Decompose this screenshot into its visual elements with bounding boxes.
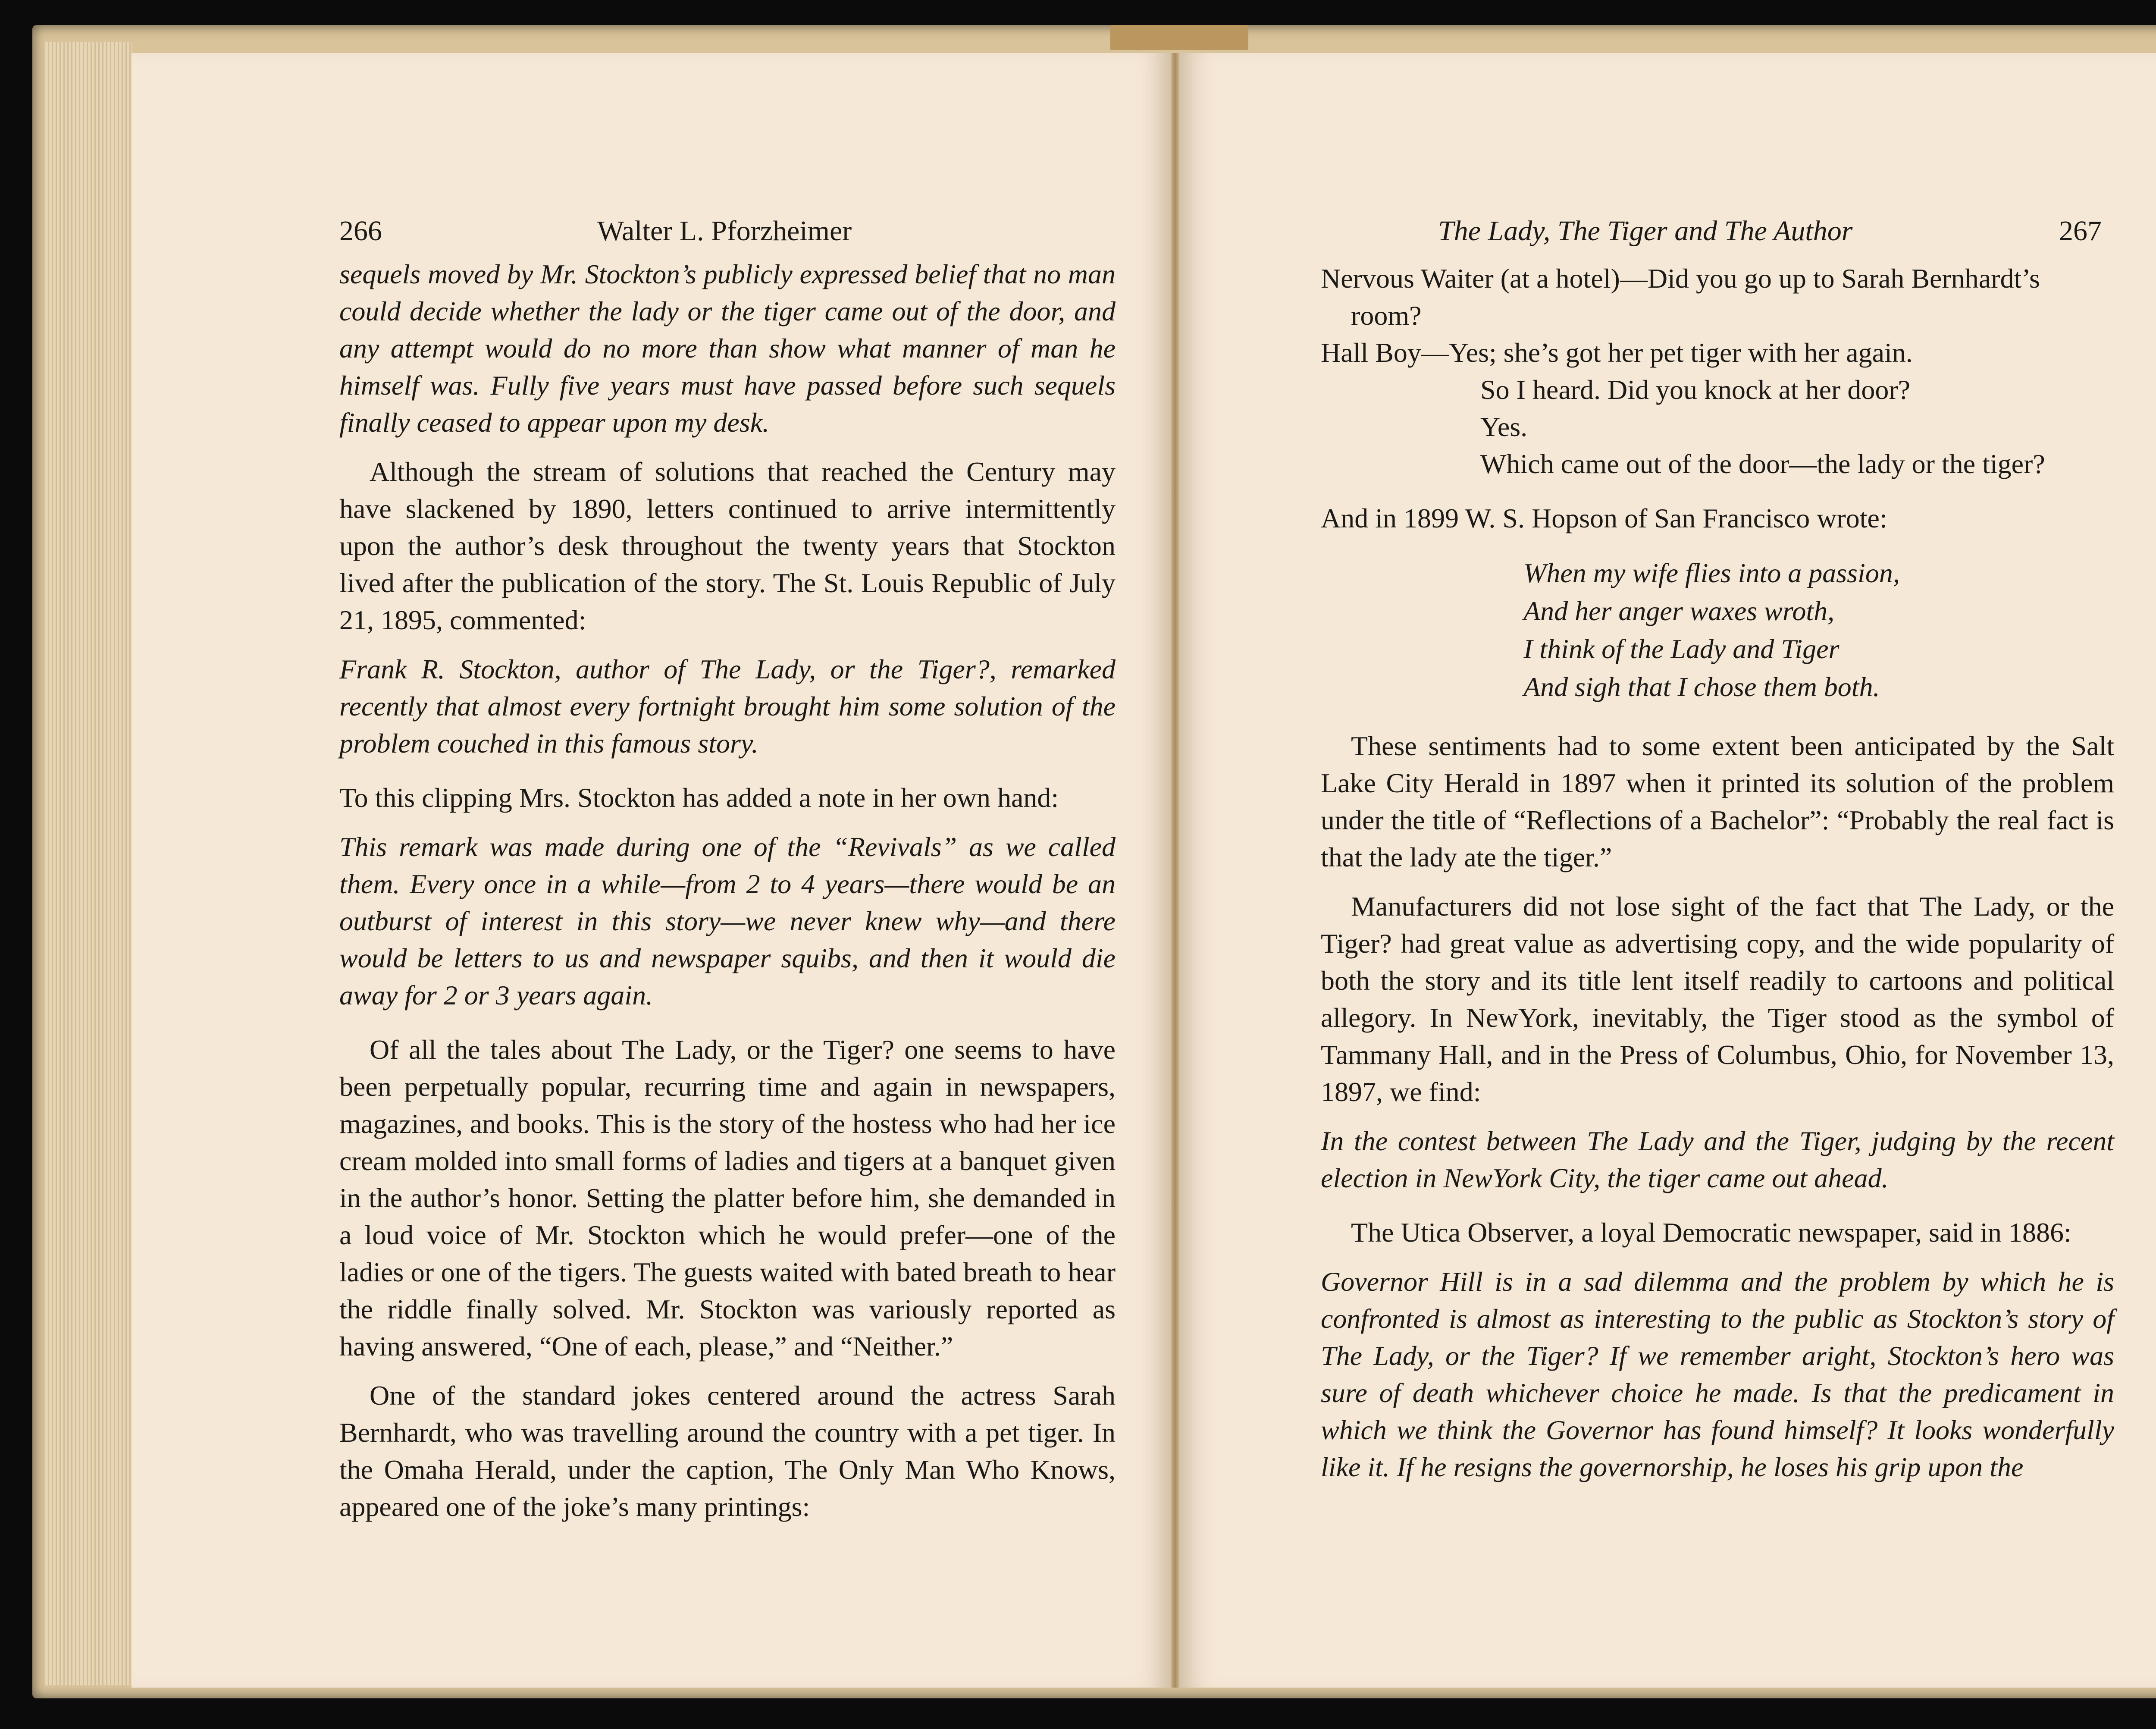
verse-line: When my wife flies into a passion, — [1523, 558, 1900, 588]
paragraph: These sentiments had to some extent been anticipated by the Salt Lake City Herald in 1897 when it printed its solution of the problem under the title of “Reflections of a Bachelor”: “Probably the real fact is that the lady ate the tiger.” — [1321, 731, 2114, 872]
paragraph: To this clipping Mrs. Stockton has added a note in her own hand: — [339, 782, 1059, 813]
left-page-body — [339, 256, 1116, 1538]
book-spine-top — [1110, 25, 1248, 50]
running-head-right: The Lady, The Tiger and The Author — [1438, 215, 1853, 247]
paragraph: sequels moved by Mr. Stockton’s publicly expressed belief that no man could decide whether the lady or the tiger came out of the door, and any attempt would do no more than show what manner of man he himself was. Fully five years must have passed before such sequels finally ceased to appear upon my desk. — [339, 259, 1116, 438]
handwritten-note-quote: This remark was made during one of the “Revivals” as we called them. Every once in a while—from 2 to 4 years—there would be an outburst of interest in this story—we never knew why—and there would be letters to us and newspaper squibs, and then it would die away for 2 or 3 years again. — [339, 832, 1116, 1010]
paragraph: Manufacturers did not lose sight of the fact that The Lady, or the Tiger? had great value as advertising copy, and the wide popularity of both the story and its title lent itself readily to cartoons and political allegory. In NewYork, inevitably, the Tiger stood as the symbol of Tammany Hall, and in the Press of Columbus, Ohio, for November 13, 1897, we find: — [1321, 891, 2114, 1107]
right-page — [1179, 53, 2156, 1688]
left-page — [132, 53, 1171, 1688]
dialogue-line: Nervous Waiter (at a hotel)—Did you go up to Sarah Bernhardt’s — [1321, 263, 2040, 294]
running-head-left: Walter L. Pforzheimer — [597, 215, 852, 247]
paragraph: One of the standard jokes centered around the actress Sarah Bernhardt, who was travelling around the country with a pet tiger. In the Omaha Herald, under the caption, The Only Man Who Knows, appeared one of the joke’s many printings: — [339, 1380, 1116, 1522]
paragraph: Although the stream of solutions that reached the Century may have slackened by 1890, letters continued to arrive intermittently upon the author’s desk throughout the twenty years that Stockton lived after the publication of the story. The St. Louis Republic of July 21, 1895, commented: — [339, 456, 1116, 635]
paragraph: The Utica Observer, a loyal Democratic newspaper, said in 1886: — [1351, 1217, 2071, 1248]
dialogue-line: Yes. — [1480, 411, 1528, 442]
joke-dialogue — [1321, 260, 2114, 483]
verse-line: And her anger waxes wroth, — [1523, 596, 1835, 626]
quoted-clipping: Governor Hill is in a sad dilemma and the problem by which he is confronted is almost as interesting to the public as Stockton’s story of The Lady, or the Tiger? If we remember aright, Stockton’s hero was sure of death whichever choice he made. Is that the predicament in which we think the Governor has found himself? It looks wonderfully like it. If he resigns the governorship, he loses his grip upon the — [1321, 1266, 2114, 1482]
verse — [1523, 554, 2114, 706]
quoted-clipping: Frank R. Stockton, author of The Lady, or the Tiger?, remarked recently that almost every fortnight brought him some solution of the problem couched in this famous story. — [339, 654, 1116, 759]
page-number-right: 267 — [2059, 215, 2102, 247]
open-book — [32, 25, 2156, 1698]
dialogue-line: Which came out of the door—the lady or the tiger? — [1480, 449, 2045, 479]
quoted-clipping: In the contest between The Lady and the Tiger, judging by the recent election in NewYork City, the tiger came out ahead. — [1321, 1126, 2114, 1193]
verse-line: And sigh that I chose them both. — [1523, 672, 1880, 702]
page-edges-left — [45, 42, 132, 1685]
page-number-left: 266 — [339, 215, 382, 247]
paragraph: Of all the tales about The Lady, or the Tiger? one seems to have been perpetually popular, recurring time and again in newspapers, magazines, and books. This is the story of the hostess who had her ice cream molded into small forms of ladies and tigers at a banquet given in the author’s honor. Setting the platter before him, she demanded in a loud voice of Mr. Stockton which he would prefer—one of the ladies or one of the tigers. The guests waited with bated breath to hear the riddle finally solved. Mr. Stockton was variously reported as having answered, “One of each, please,” and “Neither.” — [339, 1034, 1116, 1362]
paragraph: And in 1899 W. S. Hopson of San Francisco wrote: — [1321, 503, 1887, 533]
dialogue-line: room? — [1351, 300, 1422, 331]
right-page-body — [1321, 256, 2114, 1503]
book-gutter — [1171, 53, 1179, 1688]
dialogue-line: So I heard. Did you knock at her door? — [1480, 374, 1911, 405]
dialogue-line: Hall Boy—Yes; she’s got her pet tiger with her again. — [1321, 337, 1913, 368]
verse-line: I think of the Lady and Tiger — [1523, 634, 1839, 664]
